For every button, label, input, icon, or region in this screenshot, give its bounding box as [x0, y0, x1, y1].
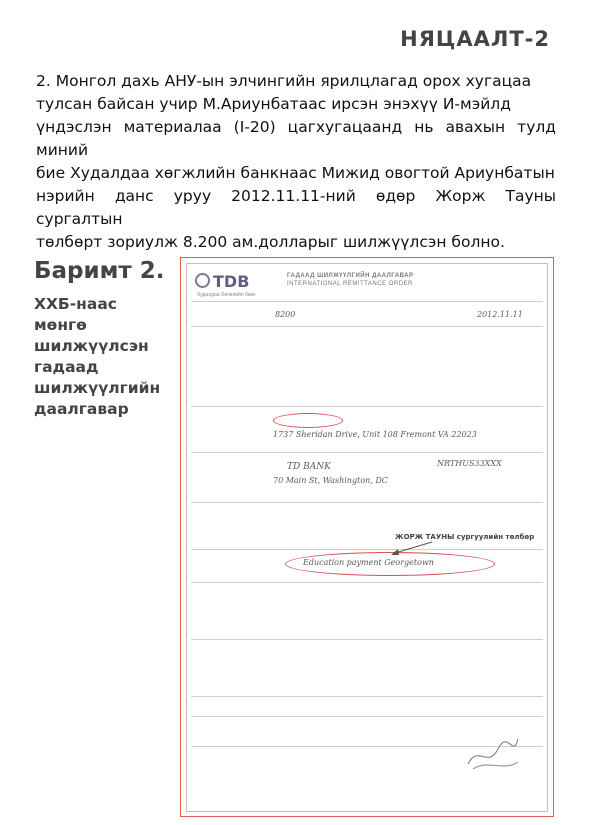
handwritten-swift: NRTHUS33XXX: [437, 459, 502, 468]
annotation-georgetown-tuition: ЖОРЖ ТАУНЫ сургуулийн төлбөр: [395, 533, 535, 541]
form-inner-border: [186, 263, 548, 812]
form-rule: [191, 549, 543, 550]
tdb-logo: [195, 272, 249, 291]
exhibit-description-line: шилжүүлгийн: [34, 379, 161, 397]
page-header-title: НЯЦААЛТ-2: [400, 27, 550, 51]
form-rule: [191, 406, 543, 407]
exhibit-description-line: даалгавар: [34, 400, 129, 418]
handwritten-bank-name: TD BANK: [287, 462, 331, 472]
intro-line: үндэслэн материалаа (I-20) цагхугацаанд нь авахын тулд миний: [36, 118, 556, 159]
form-rule: [191, 301, 543, 302]
intro-line: нэрийн данс уруу 2012.11.11-ний өдөр Жорж Тауны сургалтын: [36, 187, 556, 228]
handwritten-bank-address: 70 Main St, Washington, DC: [273, 476, 388, 485]
intro-line: төлбөрт зориулж 8.200 ам.долларыг шилжүүлсэн болно.: [36, 233, 505, 251]
form-rule: [191, 582, 543, 583]
handwritten-purpose: Education payment Georgetown: [303, 558, 434, 567]
form-rule: [191, 326, 543, 327]
annotation-arrow-icon: [387, 540, 437, 556]
remittance-form-scan: [180, 257, 554, 817]
form-rule: [191, 502, 543, 503]
signature-icon: [463, 724, 523, 774]
exhibit-description-line: шилжүүлсэн: [34, 337, 149, 355]
intro-paragraph: [36, 70, 556, 254]
form-rule: [191, 639, 543, 640]
exhibit-description-line: гадаад: [34, 358, 99, 376]
intro-line: бие Худалдаа хөгжлийн банкнаас Мижид овогтой Ариунбатын: [36, 164, 555, 182]
tdb-logo-text: TDB: [213, 272, 250, 291]
exhibit-title: Баримт 2.: [34, 258, 165, 284]
form-title-en: INTERNATIONAL REMITTANCE ORDER: [287, 281, 413, 287]
handwritten-amount: 8200: [275, 310, 296, 319]
intro-line: тулсан байсан учир М.Ариунбатаас ирсэн энэхүү И-мэйлд: [36, 95, 511, 113]
handwritten-date: 2012.11.11: [477, 310, 523, 319]
form-rule: [191, 716, 543, 717]
form-rule: [191, 696, 543, 697]
tdb-logo-subtext: Худалдаа Хөгжлийн банк: [197, 292, 256, 298]
intro-line: 2. Монгол дахь АНУ-ын элчингийн ярилцлагад орох хугацаа: [36, 72, 532, 90]
exhibit-description: [34, 294, 179, 420]
tdb-logo-icon: [195, 273, 210, 288]
form-title-mn: ГАДААД ШИЛЖҮҮЛГИЙН ДААЛГАВАР: [287, 273, 414, 279]
handwritten-recipient-address: 1737 Sheridan Drive, Unit 108 Fremont VA 22023: [273, 430, 477, 439]
red-ellipse-recipient: [273, 413, 343, 428]
form-rule: [191, 452, 543, 453]
exhibit-description-line: ХХБ-наас: [34, 295, 117, 313]
exhibit-description-line: мөнгө: [34, 316, 87, 334]
